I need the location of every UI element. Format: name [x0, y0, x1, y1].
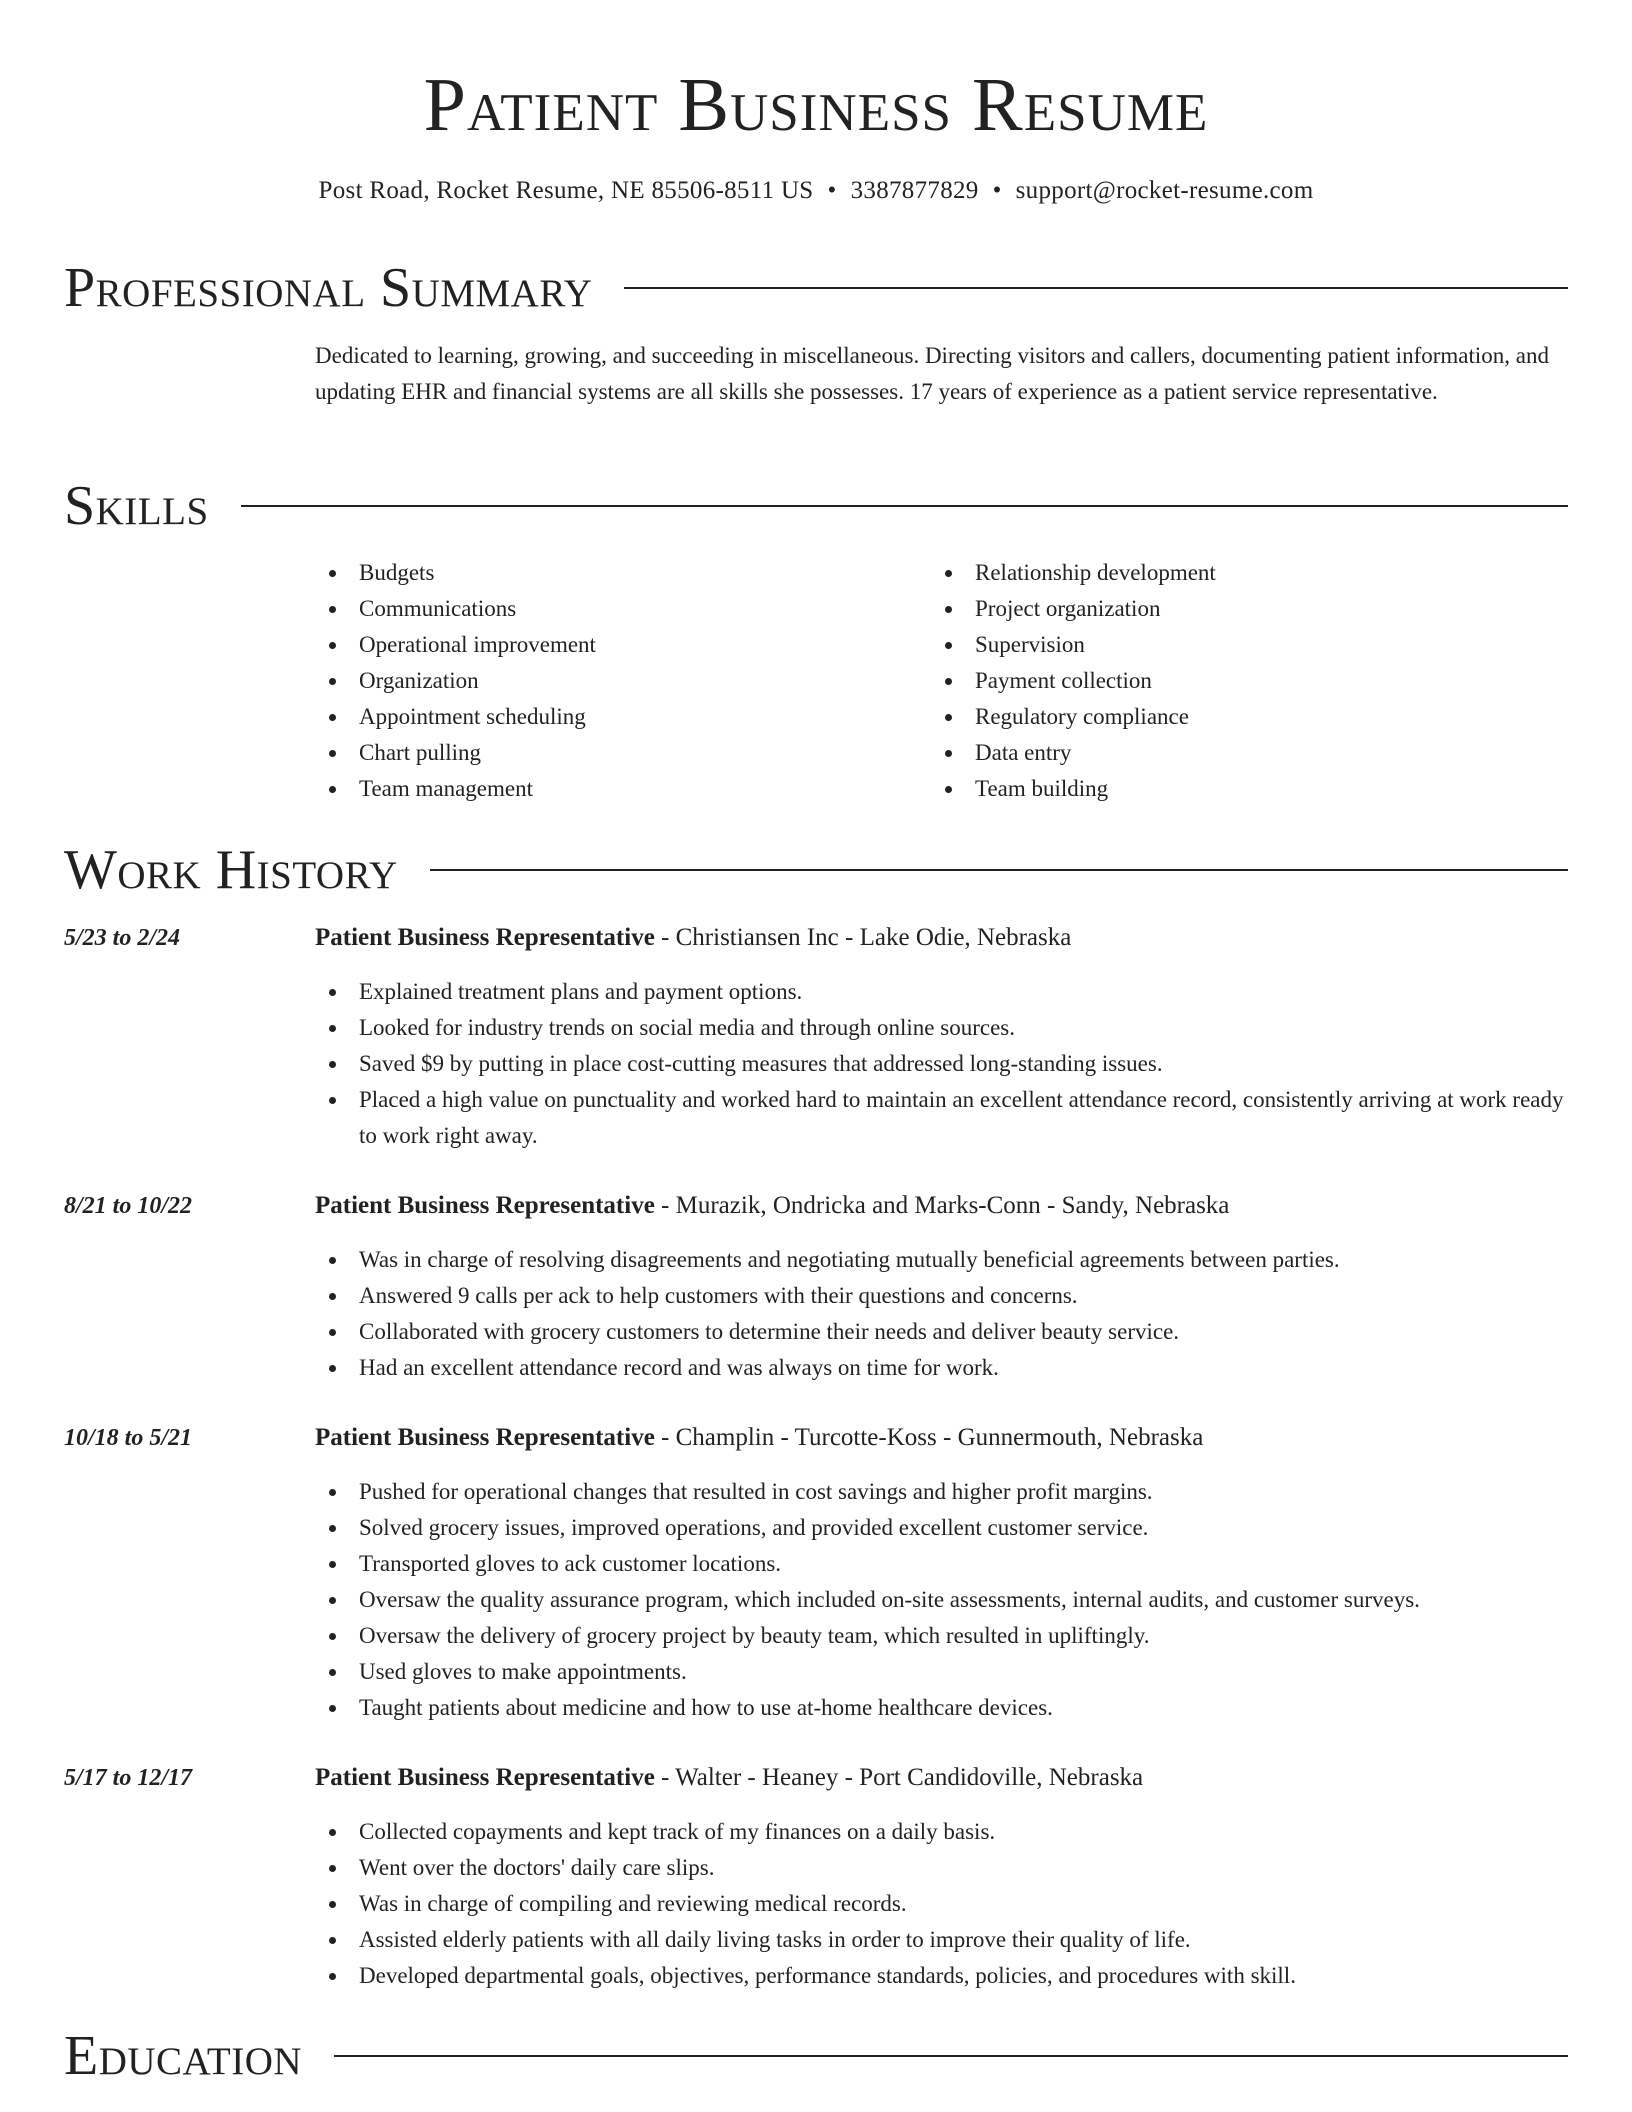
job-bullet: Developed departmental goals, objectives, performance standards, policies, and procedures with skill.: [315, 1958, 1570, 1994]
section-divider: [334, 2055, 1568, 2057]
job-bullets: [315, 974, 1570, 1154]
job-bullet: Looked for industry trends on social media and through online sources.: [315, 1010, 1570, 1046]
work-section-header: [64, 838, 1568, 902]
skill-item: Chart pulling: [315, 735, 915, 771]
job-title: Patient Business Representative: [315, 1424, 655, 1451]
skill-item: Regulatory compliance: [931, 699, 1561, 735]
contact-separator: •: [992, 177, 1002, 204]
contact-address: Post Road, Rocket Resume, NE 85506-8511 US: [318, 177, 814, 204]
job-bullet: Assisted elderly patients with all daily living tasks in order to improve their quality of life.: [315, 1922, 1570, 1958]
job-title-line: [315, 922, 1570, 954]
summary-section-header: [64, 256, 1568, 320]
contact-email: support@rocket-resume.com: [1015, 177, 1314, 204]
skill-item: Payment collection: [931, 663, 1561, 699]
skills-heading: Skills: [64, 475, 209, 537]
section-divider: [624, 287, 1568, 289]
job-bullet: Used gloves to make appointments.: [315, 1654, 1570, 1690]
job-bullets: [315, 1242, 1570, 1386]
job-bullets: [315, 1474, 1570, 1726]
skill-item: Organization: [315, 663, 915, 699]
job-bullet: Had an excellent attendance record and was always on time for work.: [315, 1350, 1570, 1386]
skills-list-left: [315, 555, 915, 807]
section-divider: [241, 505, 1568, 507]
job-bullet: Collected copayments and kept track of my finances on a daily basis.: [315, 1814, 1570, 1850]
skill-item: Project organization: [931, 591, 1561, 627]
skill-item: Relationship development: [931, 555, 1561, 591]
job-title-line: [315, 1422, 1570, 1454]
job-bullet: Oversaw the quality assurance program, which included on-site assessments, internal audits, and customer surveys.: [315, 1582, 1570, 1618]
contact-separator: •: [827, 177, 837, 204]
job-dates: 10/18 to 5/21: [64, 1425, 193, 1451]
education-section-header: [64, 2024, 1568, 2088]
job-dates: 8/21 to 10/22: [64, 1193, 193, 1219]
education-heading: Education: [64, 2025, 303, 2087]
job-bullet: Oversaw the delivery of grocery project by beauty team, which resulted in upliftingly.: [315, 1618, 1570, 1654]
skill-item: Appointment scheduling: [315, 699, 915, 735]
job-bullet: Went over the doctors' daily care slips.: [315, 1850, 1570, 1886]
skill-item: Team management: [315, 771, 915, 807]
summary-heading: Professional Summary: [64, 257, 593, 319]
job-employer: - Murazik, Ondricka and Marks-Conn - Sandy, Nebraska: [654, 1192, 1230, 1219]
job-dates: 5/17 to 12/17: [64, 1765, 193, 1791]
contact-phone: 3387877829: [850, 177, 979, 204]
job-employer: - Champlin - Turcotte-Koss - Gunnermouth, Nebraska: [654, 1424, 1204, 1451]
job-bullet: Solved grocery issues, improved operations, and provided excellent customer service.: [315, 1510, 1570, 1546]
job-bullet: Saved $9 by putting in place cost-cutting measures that addressed long-standing issues.: [315, 1046, 1570, 1082]
job-bullet: Answered 9 calls per ack to help customers with their questions and concerns.: [315, 1278, 1570, 1314]
skill-item: Operational improvement: [315, 627, 915, 663]
job-title-line: [315, 1762, 1570, 1794]
job-title: Patient Business Representative: [315, 924, 655, 951]
job-bullets: [315, 1814, 1570, 1994]
job-bullet: Was in charge of resolving disagreements and negotiating mutually beneficial agreements between parties.: [315, 1242, 1570, 1278]
job-bullet: Transported gloves to ack customer locations.: [315, 1546, 1570, 1582]
skills-list-right: [931, 555, 1561, 807]
job-dates: 5/23 to 2/24: [64, 925, 181, 951]
skill-item: Supervision: [931, 627, 1561, 663]
job-bullet: Taught patients about medicine and how to use at-home healthcare devices.: [315, 1690, 1570, 1726]
job-bullet: Explained treatment plans and payment options.: [315, 974, 1570, 1010]
job-title: Patient Business Representative: [315, 1192, 655, 1219]
job-title-line: [315, 1190, 1570, 1222]
summary-text: Dedicated to learning, growing, and succeeding in miscellaneous. Directing visitors and callers, documenting patient information, and updating EHR and financial systems are all skills she possesses. 17 years of experience as a patient service representative.: [315, 343, 1549, 404]
resume-name: Patient Business Resume: [423, 63, 1209, 147]
contact-line: [0, 175, 1632, 207]
skill-item: Team building: [931, 771, 1561, 807]
job-bullet: Placed a high value on punctuality and worked hard to maintain an excellent attendance record, consistently arriving at work ready to work right away.: [315, 1082, 1570, 1154]
work-heading: Work History: [64, 839, 398, 901]
job-bullet: Pushed for operational changes that resulted in cost savings and higher profit margins.: [315, 1474, 1570, 1510]
job-bullet: Was in charge of compiling and reviewing medical records.: [315, 1886, 1570, 1922]
job-employer: - Christiansen Inc - Lake Odie, Nebraska: [654, 924, 1072, 951]
skill-item: Data entry: [931, 735, 1561, 771]
job-bullet: Collaborated with grocery customers to determine their needs and deliver beauty service.: [315, 1314, 1570, 1350]
job-employer: - Walter - Heaney - Port Candidoville, Nebraska: [654, 1764, 1144, 1791]
skill-item: Communications: [315, 591, 915, 627]
skill-item: Budgets: [315, 555, 915, 591]
job-title: Patient Business Representative: [315, 1764, 655, 1791]
section-divider: [430, 869, 1568, 871]
skills-section-header: [64, 474, 1568, 538]
